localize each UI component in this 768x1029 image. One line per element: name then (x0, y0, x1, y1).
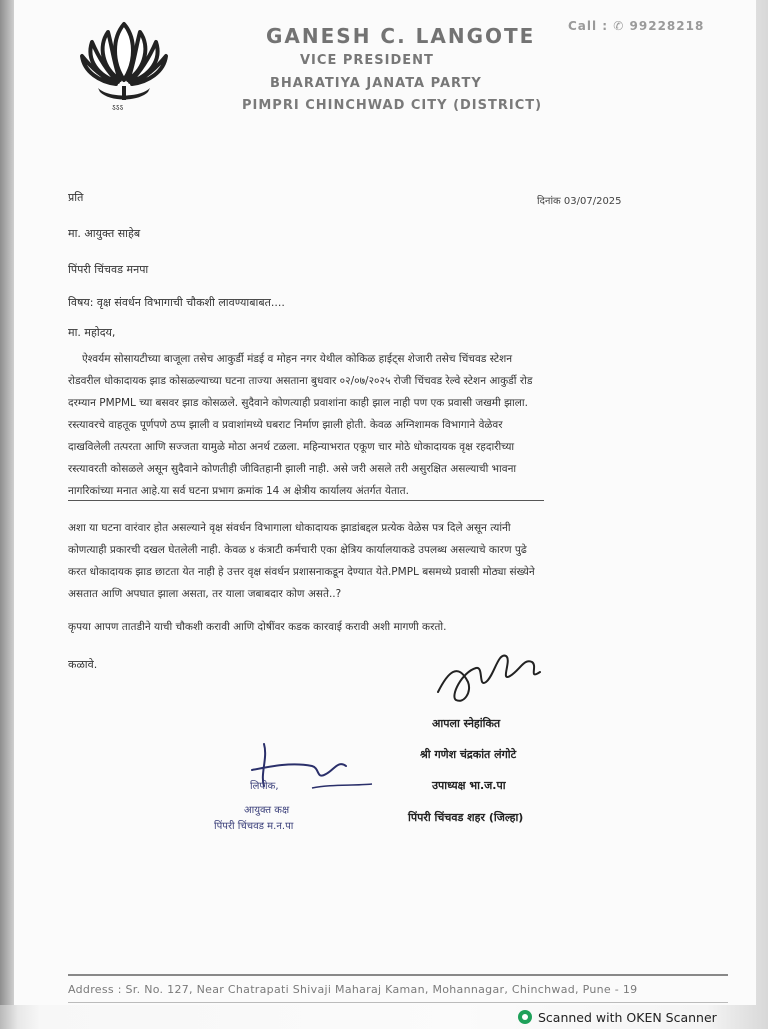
signature-line-1: आपला स्नेहांकित (432, 717, 501, 730)
paragraph-line: रस्त्यावरचे वाहतूक पूर्णपणे ठप्प झाली व प्रवाशांमध्ये घबराट निर्माण झाली होती. केवळ अग्निशामक विभागाने वेळेवर (68, 419, 503, 431)
letterhead-name: GANESH C. LANGOTE (266, 24, 536, 48)
stamp-clerk: लिपीक, (250, 781, 279, 792)
signature-line-3: उपाध्यक्ष भा.ज.पा (432, 779, 506, 792)
scanner-text: Scanned with OKEN Scanner (538, 1010, 717, 1025)
closing: कळावे. (68, 658, 98, 671)
greeting: मा. महोदय, (68, 326, 116, 339)
paragraph-line: रोडवरील धोकादायक झाड कोसळल्याच्या घटना ताज्या असताना बुधवार ०२/०७/२०२५ रोजी चिंचवड रेल्वे स्टेशन आकुर्डी रोड (68, 375, 533, 387)
stamp-organization: पिंपरी चिंचवड म.न.पा (214, 821, 294, 832)
scan-edge-shadow (0, 0, 14, 1005)
paragraph-line: दाखविलेली तत्परता आणि सज्जता यामुळे मोठा अनर्थ टळला. महिन्याभरात एकूण चार मोठे धोकादायक वृक्ष रहदारीच्या (68, 441, 515, 453)
letter-date: दिनांक 03/07/2025 (537, 196, 622, 207)
underline-mark (68, 500, 544, 501)
lotus-logo-icon (78, 16, 170, 114)
footer-rule-bottom (68, 1002, 728, 1003)
letterhead-phone: Call : ✆ 99228218 (568, 19, 705, 33)
to-label: प्रति (68, 191, 84, 204)
paragraph-line: असतात आणि अपघात झाला असता, तर याला जबाबदार कोण असते..? (68, 588, 342, 600)
recipient: मा. आयुक्त साहेब (68, 227, 141, 240)
letterhead-party: BHARATIYA JANATA PARTY (270, 76, 482, 91)
signature-scribble (428, 632, 548, 712)
footer-rule (68, 974, 728, 976)
paragraph-line: करत धोकादायक झाड छाटता येत नाही हे उत्तर वृक्ष संवर्धन प्रशासनाकडून देण्यात येते.PMPL बसमध्ये प्रवासी मोठ्या संख्येने (68, 566, 535, 578)
svg-text:ऽऽऽ: ऽऽऽ (112, 103, 124, 112)
scanner-watermark (518, 1010, 717, 1025)
subject-line: विषय: वृक्ष संवर्धन विभागाची चौकशी लावण्याबाबत.... (68, 296, 285, 309)
footer-address: Address : Sr. No. 127, Near Chatrapati Shivaji Maharaj Kaman, Mohannagar, Chinchwad, Pune - 19 (68, 983, 638, 996)
stamp-department: आयुक्त कक्ष (244, 805, 290, 816)
letterhead-title: VICE PRESIDENT (300, 53, 434, 68)
oken-scanner-icon (518, 1010, 532, 1024)
signature-line-2: श्री गणेश चंद्रकांत लंगोटे (420, 748, 517, 761)
paragraph-line: नागरिकांच्या मनात आहे.या सर्व घटना प्रभाग क्रमांक 14 अ क्षेत्रीय कार्यालय अंतर्गत येतात. (68, 485, 409, 497)
body-paragraph-3: कृपया आपण तातडीने याची चौकशी करावी आणि दोषींवर कडक कारवाई करावी अशी मागणी करतो. (68, 621, 447, 633)
paragraph-line: ऐश्वर्यम सोसायटीच्या बाजूला तसेच आकुर्डी मंडई व मोहन नगर येथील कोकिळ हाईट्स शेजारी तसेच चिंचवड स्टेशन (82, 353, 513, 365)
recipient-office: पिंपरी चिंचवड मनपा (68, 263, 149, 276)
paper-sheet (14, 0, 756, 1005)
body-paragraph-2 (68, 517, 742, 605)
paragraph-line: कोणत्याही प्रकारची दखल घेतलेली नाही. केवळ ४ कंत्राटी कर्मचारी एका क्षेत्रिय कार्यालयाकडे उपलब्ध असल्याचे कारण पुढे (68, 544, 527, 556)
paragraph-line: रस्त्यावरती कोसळले असून सुदैवाने कोणतीही जीवितहानी झाली नाही. असे जरी असले तरी असुरक्षित असल्याची भावना (68, 463, 517, 475)
body-paragraph-1 (68, 348, 742, 502)
signature-line-4: पिंपरी चिंचवड शहर (जिल्हा) (408, 811, 524, 824)
letterhead-city: PIMPRI CHINCHWAD CITY (DISTRICT) (242, 98, 543, 113)
paragraph-line: दरम्यान PMPML च्या बसवर झाड कोसळले. सुदैवाने कोणत्याही प्रवाशांना काही झाल नाही पण एक प्रवासी जखमी झाला. (68, 397, 528, 409)
paragraph-line: अशा या घटना वारंवार होत असल्याने वृक्ष संवर्धन विभागाला धोकादायक झाडांबद्दल प्रत्येक वेळेस पत्र दिले असून त्यांनी (68, 522, 511, 534)
